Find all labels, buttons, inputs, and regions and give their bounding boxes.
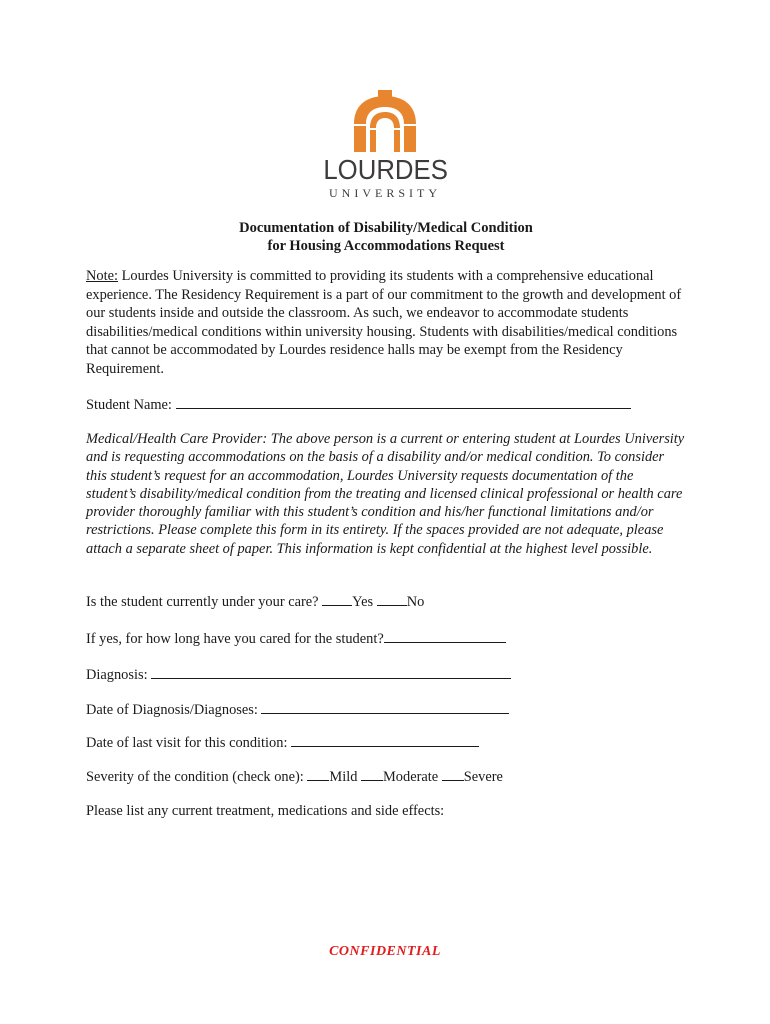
logo-subtitle: UNIVERSITY — [329, 186, 441, 200]
date-diagnosis-row — [86, 700, 509, 719]
form-title — [86, 219, 686, 255]
treatment-label: Please list any current treatment, medications and side effects: — [86, 803, 445, 819]
last-visit-label: Date of last visit for this condition: — [86, 735, 288, 751]
mild-field[interactable] — [307, 767, 329, 781]
no-field[interactable] — [377, 592, 407, 606]
severity-label: Severity of the condition (check one): — [86, 769, 304, 785]
confidential-footer: CONFIDENTIAL — [329, 944, 441, 959]
how-long-row — [86, 629, 506, 648]
no-label: No — [406, 594, 425, 610]
date-diagnosis-label: Date of Diagnosis/Diagnoses: — [86, 702, 258, 718]
student-name-row — [86, 395, 631, 414]
note-text: Lourdes University is committed to providing its students with a comprehensive educational experience. The Residency Requirement is a part of our commitment to the growth and development of our students inside and outside the classroom. As such, we endeavor to accommodate students disabilities/medical conditions within university housing. Students with disabilities/medical conditions that cannot be accommodated by Lourdes residence halls may be exempt from the Residency Requirement. — [86, 268, 682, 377]
arch-icon — [350, 90, 420, 152]
title-line-1: Documentation of Disability/Medical Condition — [239, 220, 533, 236]
yes-field[interactable] — [322, 592, 352, 606]
diagnosis-label: Diagnosis: — [86, 667, 148, 683]
logo-wordmark: LOURDES — [323, 154, 448, 185]
severe-field[interactable] — [442, 767, 464, 781]
mild-label: Mild — [329, 769, 358, 785]
under-care-row — [86, 592, 424, 611]
diagnosis-row — [86, 665, 511, 684]
note-label: Note: — [86, 268, 118, 284]
student-name-field[interactable] — [176, 395, 631, 409]
under-care-label: Is the student currently under your care? — [86, 594, 319, 610]
how-long-label: If yes, for how long have you cared for the student? — [86, 631, 384, 647]
student-name-label: Student Name: — [86, 397, 172, 413]
yes-label: Yes — [352, 594, 374, 610]
diagnosis-field[interactable] — [151, 665, 511, 679]
treatment-row — [86, 802, 444, 820]
university-logo — [318, 90, 452, 200]
provider-instructions: Medical/Health Care Provider: The above person is a current or entering student at Lourdes University and is requesting accommodations on the basis of a disability and/or medical condition. To consider this student’s request for an accommodation, Lourdes University requests documentation of the student’s disability/medical condition from the treating and licensed clinical professional or health care provider thoroughly familiar with this student’s condition and his/her functional limitations and/or restrictions. Please complete this form in its entirety. If the spaces provided are not adequate, please attach a separate sheet of paper. This information is kept confidential at the highest level possible. — [86, 431, 685, 557]
severe-label: Severe — [463, 769, 503, 785]
moderate-field[interactable] — [361, 767, 383, 781]
note-paragraph — [86, 267, 686, 378]
moderate-label: Moderate — [383, 769, 439, 785]
how-long-field[interactable] — [384, 629, 506, 643]
severity-row — [86, 767, 503, 786]
title-line-2: for Housing Accommodations Request — [267, 238, 505, 254]
last-visit-row — [86, 733, 479, 752]
last-visit-field[interactable] — [291, 733, 479, 747]
date-diagnosis-field[interactable] — [261, 700, 509, 714]
